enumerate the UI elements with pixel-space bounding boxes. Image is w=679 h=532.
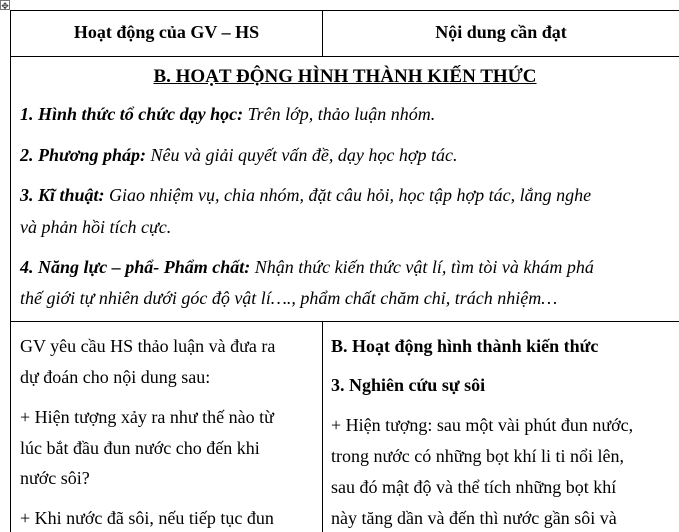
section-title: B. HOẠT ĐỘNG HÌNH THÀNH KIẾN THỨC — [153, 66, 537, 87]
section-item-4 — [20, 257, 594, 278]
left-line-5: nước sôi? — [20, 468, 90, 488]
left-line-3: + Hiện tượng xảy ra như thế nào từ — [20, 407, 274, 427]
section-item-1 — [20, 104, 435, 125]
header-bottom-border — [10, 56, 679, 57]
table-border-left — [10, 10, 11, 532]
left-line-2: dự đoán cho nội dung sau: — [20, 367, 211, 387]
right-line-2: trong nước có những bọt khí li ti nổi lên, — [331, 446, 625, 466]
item-1-text: Trên lớp, thảo luận nhóm. — [243, 104, 436, 124]
left-line-1: GV yêu cầu HS thảo luận và đưa ra — [20, 336, 276, 356]
section-bottom-border — [10, 321, 679, 322]
right-heading-2: 3. Nghiên cứu sự sôi — [331, 375, 486, 395]
right-line-3: sau đó mật độ và thể tích những bọt khí — [331, 477, 617, 497]
left-line-4: lúc bắt đầu đun nước cho đến khi — [20, 438, 260, 458]
left-line-6: + Khi nước đã sôi, nếu tiếp tục đun — [20, 508, 274, 528]
right-line-1: + Hiện tượng: sau một vài phút đun nước, — [331, 415, 634, 435]
section-item-4-cont: thế giới tự nhiên dưới góc độ vật lí…., phẩm chất chăm chỉ, trách nhiệm… — [20, 288, 558, 308]
section-item-3-cont: và phản hồi tích cực. — [20, 217, 172, 237]
section-item-3 — [20, 185, 591, 206]
item-2-label: 2. Phương pháp: — [20, 145, 146, 165]
right-line-4: này tăng dần và đến thì nước gần sôi và — [331, 508, 617, 528]
item-2-text: Nêu và giải quyết vấn đề, dạy học hợp tác. — [145, 145, 458, 165]
item-4-text: Nhận thức kiến thức vật lí, tìm tòi và khám phá — [250, 257, 594, 277]
table-move-handle[interactable]: ✥ — [1, 1, 9, 11]
content-divider — [322, 321, 323, 532]
item-4-label: 4. Năng lực – phẩ- Phẩm chất: — [20, 257, 251, 277]
header-right: Nội dung cần đạt — [435, 22, 567, 42]
right-heading-1: B. Hoạt động hình thành kiến thức — [331, 336, 599, 356]
item-1-label: 1. Hình thức tổ chức dạy học: — [20, 104, 244, 124]
item-3-label: 3. Kĩ thuật: — [20, 185, 105, 205]
header-left: Hoạt động của GV – HS — [73, 22, 260, 42]
section-item-2 — [20, 145, 458, 166]
item-3-text: Giao nhiệm vụ, chia nhóm, đặt câu hỏi, học tập hợp tác, lắng nghe — [104, 185, 592, 205]
